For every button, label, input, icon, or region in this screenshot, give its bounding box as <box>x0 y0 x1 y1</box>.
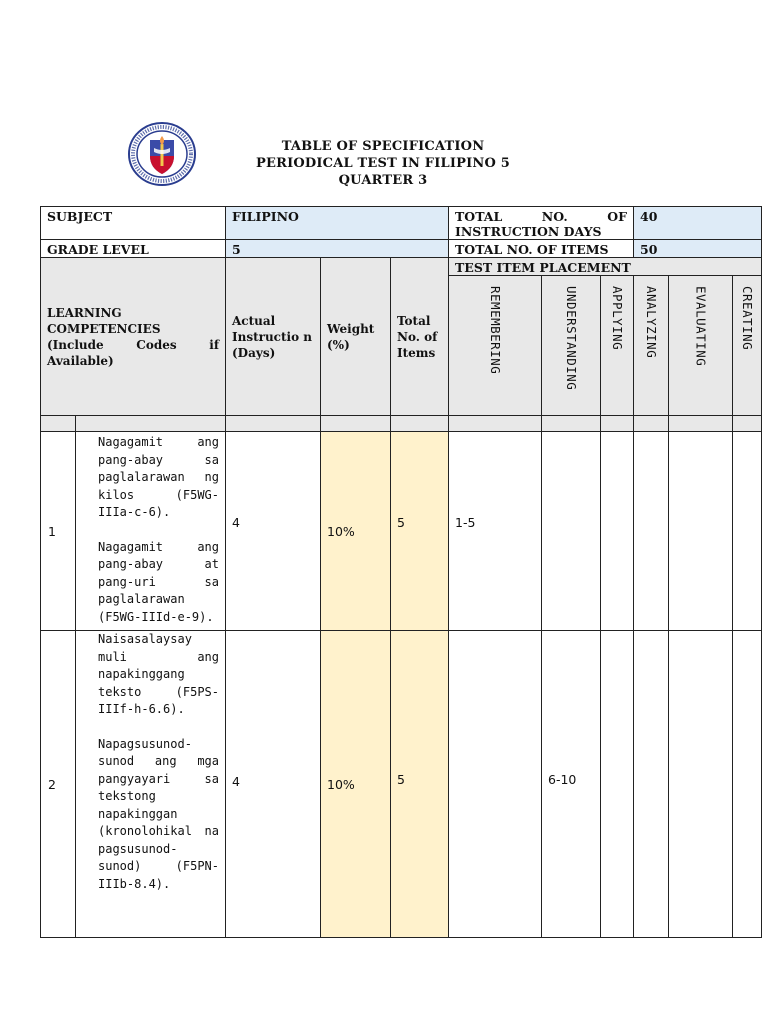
level-remembering <box>449 276 542 416</box>
competency-cell <box>76 432 226 631</box>
row-number-cell <box>41 631 76 938</box>
days-label-cell <box>449 207 634 240</box>
table-row <box>41 432 762 631</box>
placement-value: 6-10 <box>548 771 577 787</box>
placement-applying <box>601 631 634 938</box>
grade-value: 5 <box>232 242 241 257</box>
spacer-cell <box>634 416 669 432</box>
spacer-cell <box>733 416 762 432</box>
items-cell <box>391 432 449 631</box>
days-value: 4 <box>232 773 240 789</box>
level-evaluating-text: EVALUATING <box>693 286 709 367</box>
days-cell <box>226 631 321 938</box>
days-value: 4 <box>232 515 240 530</box>
days-label-line2: INSTRUCTION DAYS <box>455 224 602 239</box>
placement-title: TEST ITEM PLACEMENT <box>455 260 631 275</box>
days-value-cell <box>634 207 762 240</box>
competency-item: Nagagamit ang pang-abay sa paglalarawan ng kilos (F5WG-IIIa-c-6). <box>98 435 219 519</box>
level-applying-text: APPLYING <box>610 286 625 351</box>
header-quarter: QUARTER 3 <box>338 173 428 188</box>
grade-value-cell <box>226 240 449 258</box>
competency-item: Naisasalaysay muli ang napakinggang teksto (F5PS-IIIf-h-6.6). <box>98 632 219 716</box>
total-items-header <box>391 258 449 416</box>
placement-analyzing <box>634 631 669 938</box>
subject-row <box>41 207 762 240</box>
placement-understanding <box>542 631 601 938</box>
spacer-cell <box>669 416 733 432</box>
items-value-cell <box>634 240 762 258</box>
spacer-cell <box>601 416 634 432</box>
weight-value: 10% <box>327 776 355 792</box>
subject-value: FILIPINO <box>232 209 299 224</box>
subject-value-cell <box>226 207 449 240</box>
days-cell <box>226 432 321 631</box>
weight-header <box>321 258 391 416</box>
placement-title-cell <box>449 258 762 276</box>
grade-label-cell <box>41 240 226 258</box>
spacer-cell <box>542 416 601 432</box>
placement-understanding <box>542 432 601 631</box>
competencies-header <box>41 258 226 416</box>
placement-remembering <box>449 432 542 631</box>
total-items-header-text: Total No. of Items <box>397 313 438 360</box>
placement-remembering <box>449 631 542 938</box>
items-cell <box>391 631 449 938</box>
spacer-cell <box>226 416 321 432</box>
spacer-cell <box>391 416 449 432</box>
subject-label-cell <box>41 207 226 240</box>
header-title: TABLE OF SPECIFICATION <box>281 139 485 154</box>
specification-table <box>40 206 762 938</box>
days-label <box>449 207 633 239</box>
weight-cell <box>321 631 391 938</box>
table-row <box>41 631 762 938</box>
placement-applying <box>601 432 634 631</box>
placement-title-row <box>41 258 762 276</box>
competency-cell <box>76 631 226 938</box>
row-number-cell <box>41 432 76 631</box>
placement-evaluating <box>669 631 733 938</box>
spacer-cell <box>76 416 226 432</box>
document-header <box>200 138 566 189</box>
placement-value: 1-5 <box>455 515 476 530</box>
level-remembering-text: REMEMBERING <box>488 286 503 375</box>
subject-label: SUBJECT <box>47 209 113 224</box>
spacer-cell <box>321 416 391 432</box>
row-number: 2 <box>48 776 56 792</box>
level-understanding <box>542 276 601 416</box>
row-number: 1 <box>48 523 56 539</box>
competencies-header-text: LEARNING COMPETENCIES (Include Codes if Available) <box>47 305 219 368</box>
deped-seal-icon <box>128 122 196 186</box>
items-label-cell <box>449 240 634 258</box>
level-evaluating <box>669 276 733 416</box>
days-value: 40 <box>640 209 658 224</box>
competency-text <box>76 432 225 626</box>
level-applying <box>601 276 634 416</box>
competency-item: Napagsusunod-sunod ang mga pangyayari sa tekstong napakinggan (kronolohikal na pagsusunod-sunod) (F5PN-IIIb-8.4). <box>98 736 219 891</box>
weight-header-text: Weight (%) <box>327 321 375 352</box>
spacer-cell <box>449 416 542 432</box>
level-creating-text: CREATING <box>740 286 755 351</box>
items-value: 5 <box>397 771 405 787</box>
days-label-line1: TOTAL NO. OF <box>455 209 627 224</box>
competency-item: Nagagamit ang pang-abay at pang-uri sa paglalarawan (F5WG-IIId-e-9). <box>98 539 219 624</box>
level-analyzing <box>634 276 669 416</box>
items-value: 50 <box>640 242 658 257</box>
competency-text <box>76 631 225 893</box>
placement-evaluating <box>669 432 733 631</box>
weight-cell <box>321 432 391 631</box>
grade-label: GRADE LEVEL <box>47 242 149 257</box>
level-analyzing-text: ANALYZING <box>644 286 659 359</box>
placement-creating <box>733 631 762 938</box>
grade-row <box>41 240 762 258</box>
spacer-cell <box>41 416 76 432</box>
level-creating <box>733 276 762 416</box>
header-subtitle: PERIODICAL TEST IN FILIPINO 5 <box>256 156 510 171</box>
level-understanding-text: UNDERSTANDING <box>564 286 579 391</box>
placement-creating <box>733 432 762 631</box>
days-header-text: Actual Instructio n (Days) <box>232 313 312 360</box>
items-value: 5 <box>397 515 405 530</box>
days-header <box>226 258 321 416</box>
placement-analyzing <box>634 432 669 631</box>
weight-value: 10% <box>327 523 355 539</box>
spacer-row <box>41 416 762 432</box>
items-label: TOTAL NO. OF ITEMS <box>455 242 609 257</box>
